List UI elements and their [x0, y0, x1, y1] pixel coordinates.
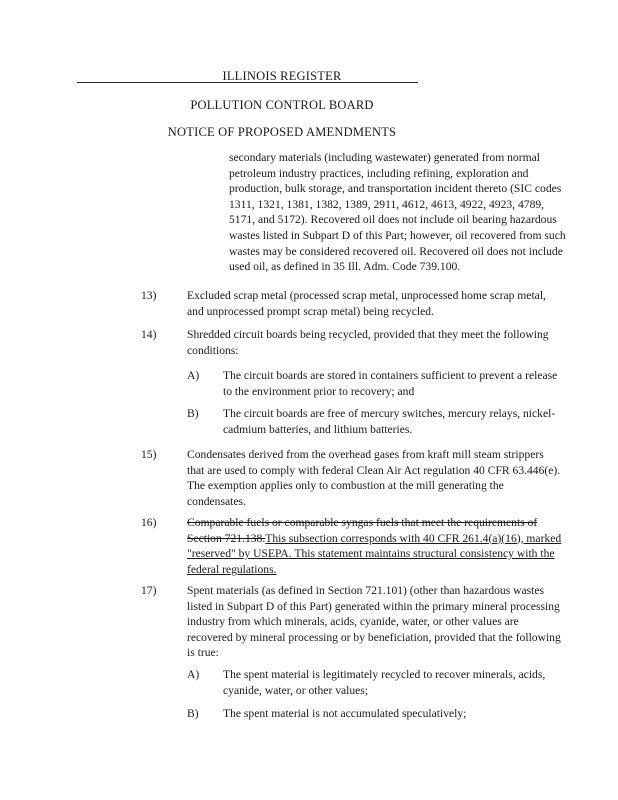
continuation-paragraph: secondary materials (including wastewater) generated from normal petroleum industry practices, including refining, exploration and production, bulk storage, and transportation incident thereto (SIC codes 1311, 1321, 1381, 1382, 1389, 2911, 4612, 4613, 4922, 4923, 4789, 5171, and 5172). Recovered oil does not include oil bearing hazardous wastes listed in Subpart D of this Part; however, oil recovered from such wastes may be considered recovered oil. Recovered oil does not include used oil, as defined in 35 Ill. Adm. Code 739.100.	[229, 151, 566, 274]
item-text	[187, 515, 562, 577]
sub-item-text: The spent material is legitimately recycled to recover minerals, acids, cyanide, water, or other values;	[223, 668, 546, 697]
item-text: Excluded scrap metal (processed scrap metal, unprocessed home scrap metal, and unprocessed prompt scrap metal) being recycled.	[187, 289, 546, 318]
item-number: 16)	[141, 516, 157, 529]
sub-item-letter: B)	[187, 707, 199, 720]
item-number: 13)	[141, 289, 157, 302]
sub-item-text: The spent material is not accumulated speculatively;	[223, 707, 467, 720]
notice-title: NOTICE OF PROPOSED AMENDMENTS	[167, 125, 397, 139]
item-text: Shredded circuit boards being recycled, provided that they meet the following conditions:	[187, 328, 549, 357]
board-title: POLLUTION CONTROL BOARD	[190, 98, 374, 112]
struck-text: Comparable fuels or comparable syngas fuels that meet the requirements of Section 721.138.	[187, 516, 538, 545]
item-text: Spent materials (as defined in Section 721.101) (other than hazardous wastes listed in Subpart D of this Part) generated within the primary mineral processing industry from which minerals, acids, cyanide, water, or other values are recovered by mineral processing or by beneficiation, provided that the following is true:	[187, 584, 561, 660]
item-text: Condensates derived from the overhead gases from kraft mill steam strippers that are used to comply with federal Clean Air Act regulation 40 CFR 63.446(e). The exemption applies only to combustion at the mill generating the condensates.	[187, 448, 561, 508]
item-number: 17)	[141, 584, 157, 597]
register-title: ILLINOIS REGISTER	[222, 69, 342, 83]
item-number: 14)	[141, 328, 157, 341]
sub-item-text: The circuit boards are stored in containers sufficient to prevent a release to the environment prior to recovery; and	[223, 369, 558, 398]
sub-item-letter: B)	[187, 407, 199, 420]
item-number: 15)	[141, 448, 157, 461]
sub-item-letter: A)	[187, 668, 200, 681]
sub-item-letter: A)	[187, 369, 200, 382]
inserted-text: This subsection corresponds with 40 CFR 261.4(a)(16), marked "reserved" by USEPA. This statement maintains structural consistency with the federal regulations.	[187, 531, 562, 576]
header-rule	[77, 82, 418, 83]
sub-item-text: The circuit boards are free of mercury switches, mercury relays, nickel-cadmium batteries, and lithium batteries.	[223, 407, 556, 436]
